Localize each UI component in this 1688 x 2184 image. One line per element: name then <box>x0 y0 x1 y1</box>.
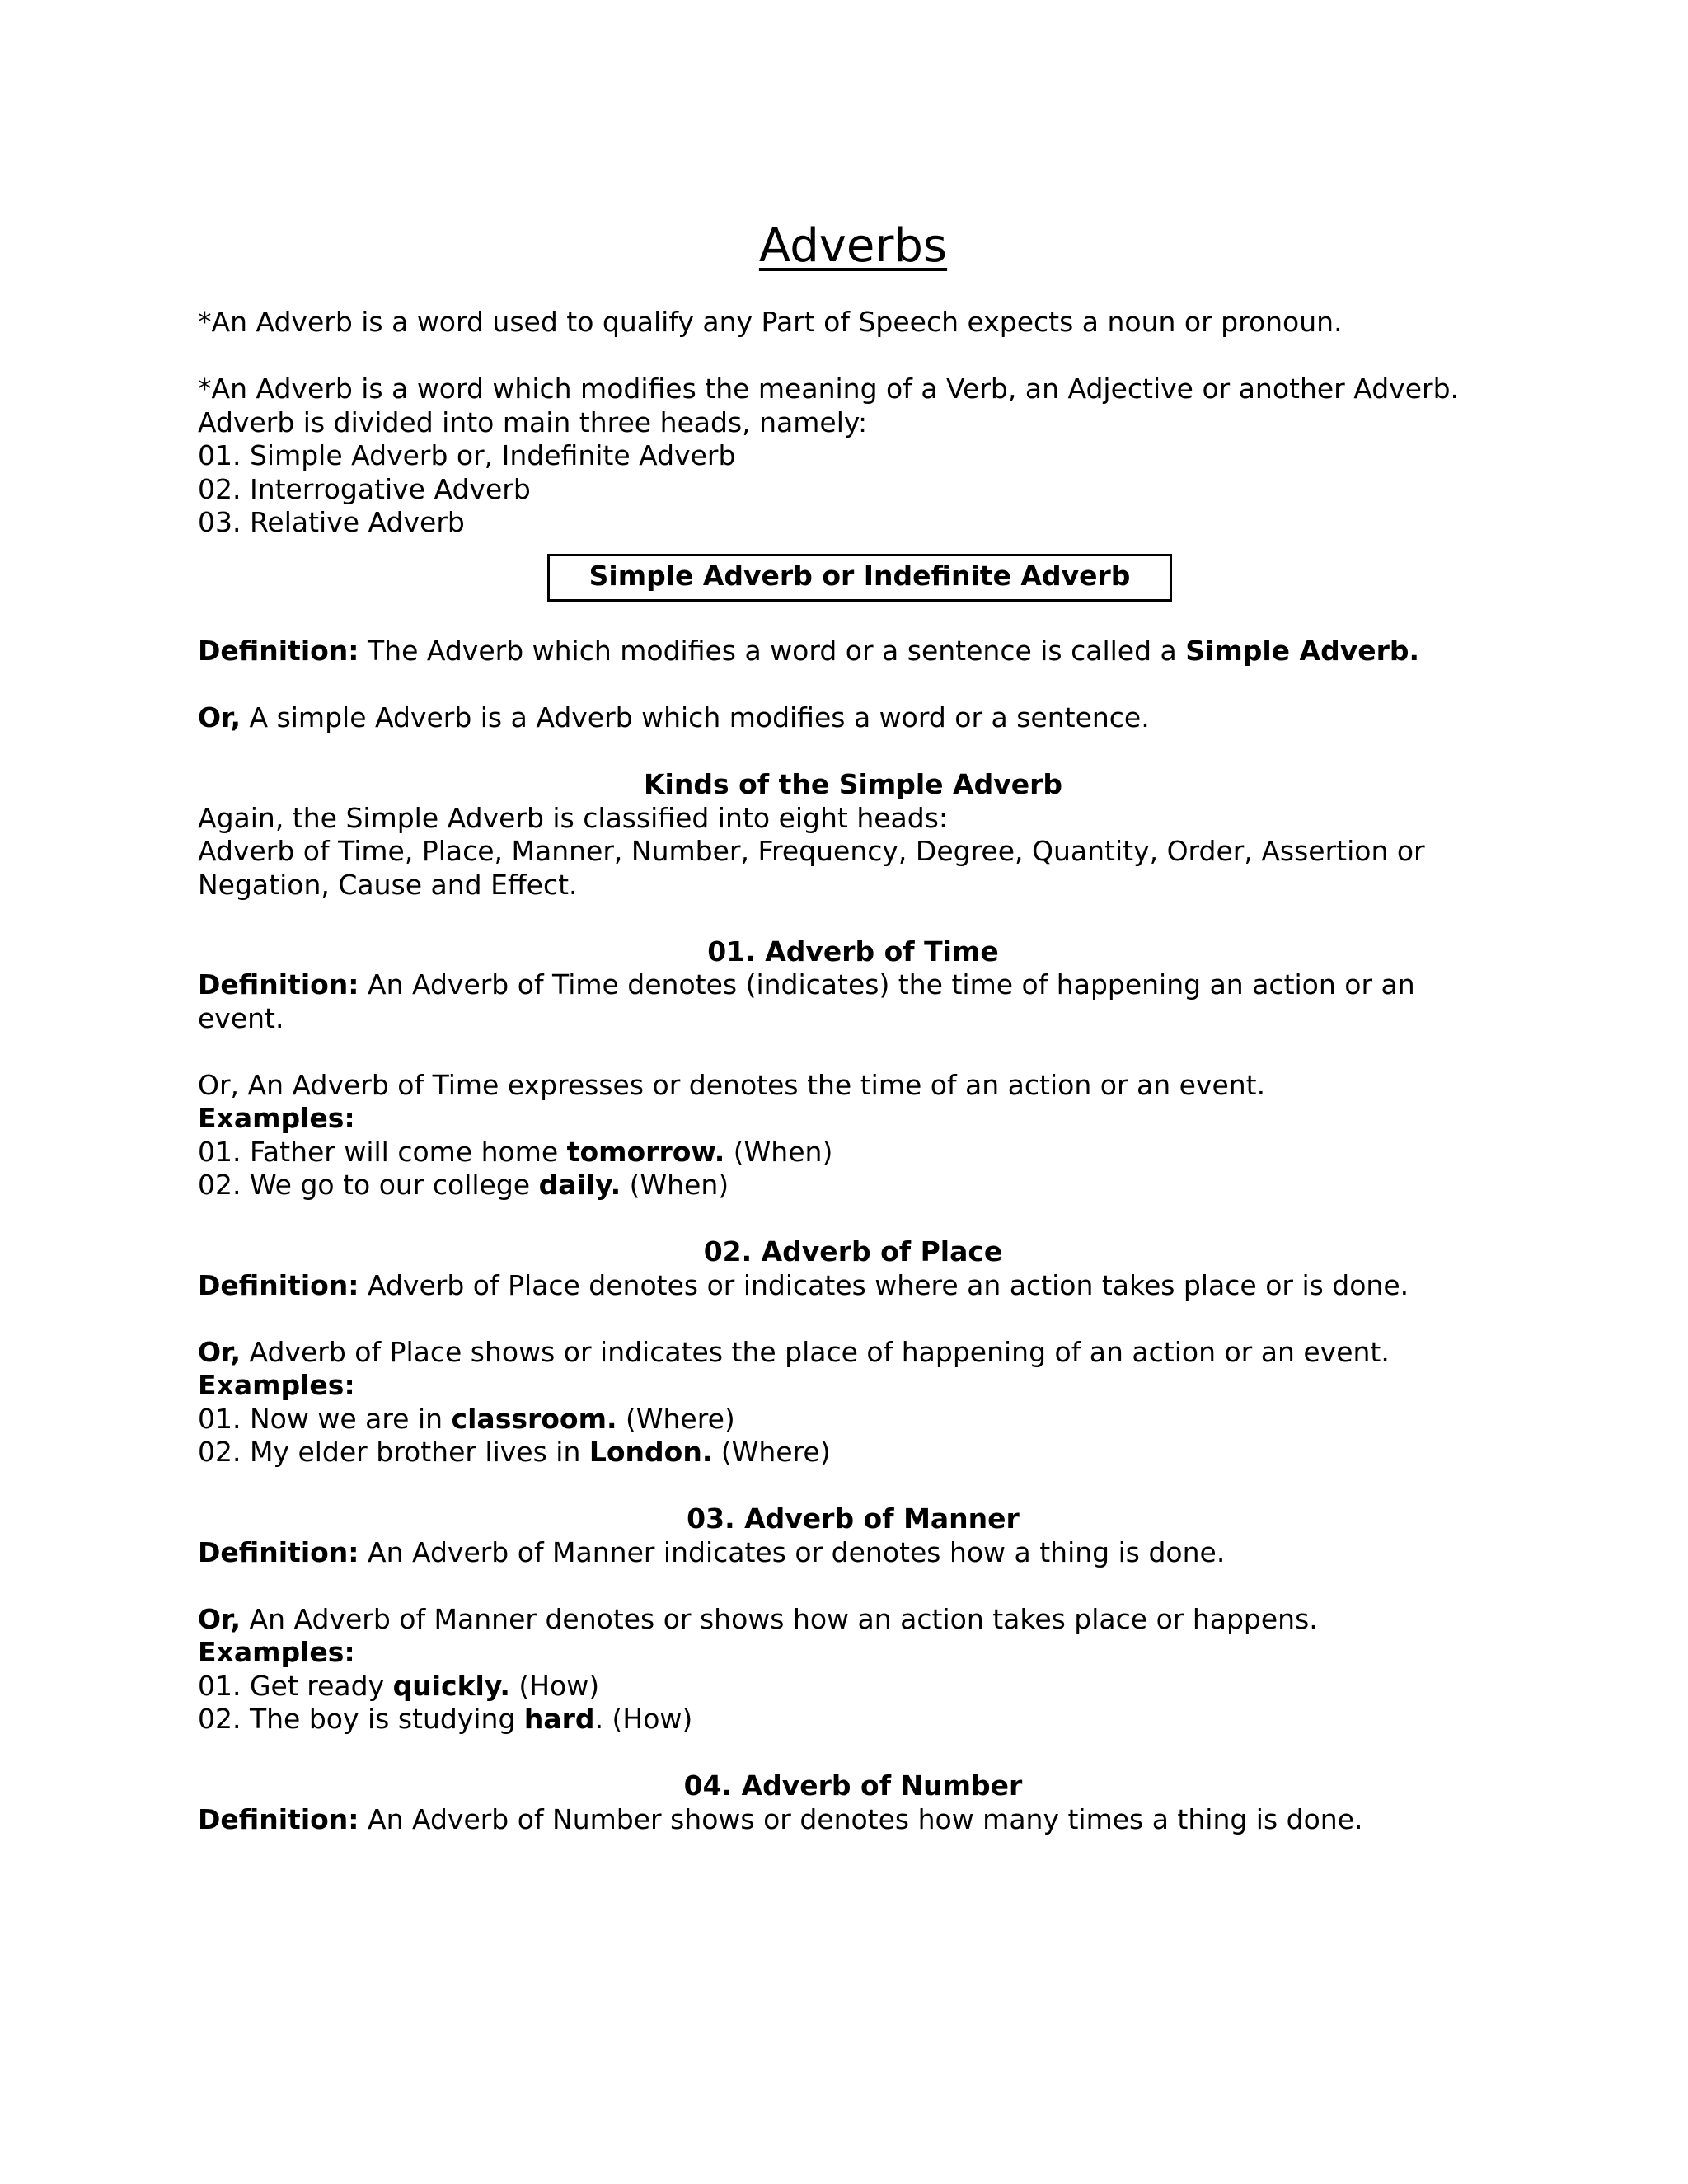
number-definition: Definition: An Adverb of Number shows or denotes how many times a thing is done. <box>198 1802 1363 1835</box>
simple-definition: Definition: The Adverb which modifies a word or a sentence is called a Simple Adverb. <box>198 635 1420 667</box>
time-heading: 01. Adverb of Time <box>707 935 999 968</box>
number-heading: 04. Adverb of Number <box>683 1769 1023 1802</box>
manner-example-1: 01. Get ready quickly. (How) <box>198 1669 600 1702</box>
place-examples-label: Examples: <box>198 1369 355 1401</box>
time-examples-label: Examples: <box>198 1102 355 1134</box>
simple-adverb-box-wrapper <box>198 554 1508 602</box>
heads-intro: Adverb is divided into main three heads, namely: <box>198 405 868 438</box>
manner-example-2: 02. The boy is studying hard. (How) <box>198 1703 693 1735</box>
kinds-line-1: Again, the Simple Adverb is classified into eight heads: <box>198 801 949 834</box>
place-definition: Definition: Adverb of Place denotes or indicates where an action takes place or is done. <box>198 1268 1409 1301</box>
intro-line-1: *An Adverb is a word used to qualify any Part of Speech expects a noun or pronoun. <box>198 306 1343 338</box>
place-example-1: 01. Now we are in classroom. (Where) <box>198 1402 735 1435</box>
time-definition: Definition: An Adverb of Time denotes (indicates) the time of happening an action or an event. <box>198 968 1415 1034</box>
manner-definition: Definition: An Adverb of Manner indicates or denotes how a thing is done. <box>198 1535 1226 1568</box>
place-example-2: 02. My elder brother lives in London. (Where) <box>198 1436 831 1468</box>
list-item: 01. Simple Adverb or, Indefinite Adverb <box>198 439 736 471</box>
intro-line-2: *An Adverb is a word which modifies the meaning of a Verb, an Adjective or another Adverb. <box>198 373 1460 405</box>
list-item: 03. Relative Adverb <box>198 506 465 538</box>
page-title: Adverbs <box>758 219 948 273</box>
time-example-1: 01. Father will come home tomorrow. (When) <box>198 1135 833 1168</box>
kinds-heading: Kinds of the Simple Adverb <box>643 768 1062 800</box>
place-heading: 02. Adverb of Place <box>703 1235 1003 1268</box>
manner-heading: 03. Adverb of Manner <box>687 1502 1020 1535</box>
list-item: 02. Interrogative Adverb <box>198 472 531 505</box>
time-or: Or, An Adverb of Time expresses or denotes the time of an action or an event. <box>198 1068 1266 1101</box>
time-example-2: 02. We go to our college daily. (When) <box>198 1169 729 1201</box>
place-or: Or, Adverb of Place shows or indicates the place of happening of an action or an event. <box>198 1335 1390 1368</box>
manner-or: Or, An Adverb of Manner denotes or shows how an action takes place or happens. <box>198 1602 1318 1635</box>
manner-examples-label: Examples: <box>198 1636 355 1668</box>
simple-adverb-box: Simple Adverb or Indefinite Adverb <box>547 554 1172 602</box>
document-page <box>198 218 1508 1836</box>
simple-or: Or, A simple Adverb is a Adverb which modifies a word or a sentence. <box>198 701 1150 733</box>
kinds-line-2: Adverb of Time, Place, Manner, Number, Frequency, Degree, Quantity, Order, Assertion or Negation, Cause and Effect. <box>198 835 1425 901</box>
